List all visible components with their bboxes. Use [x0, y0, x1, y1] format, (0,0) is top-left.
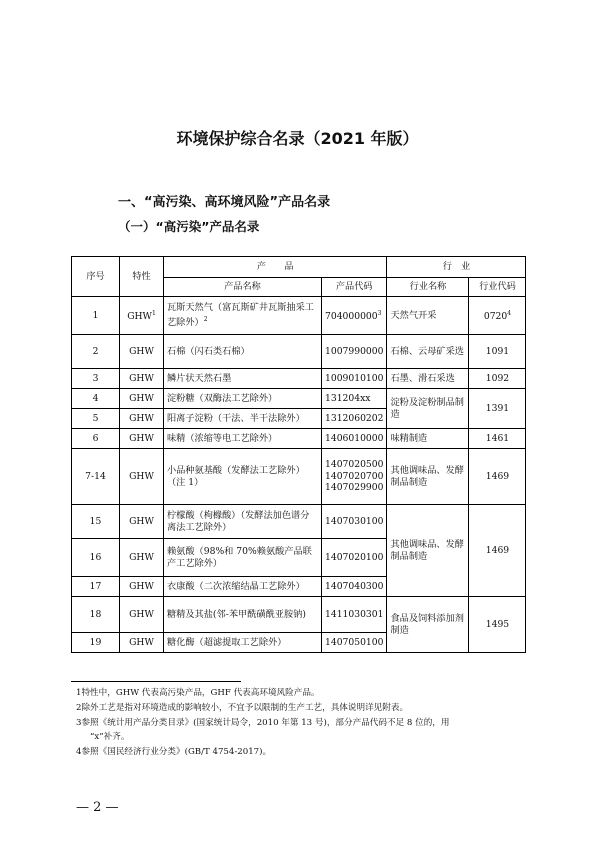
- row-product-name: 柠檬酸（枸橼酸）（发酵法加色谱分离法工艺除外）: [164, 505, 322, 539]
- row-industry-name: 其他调味品、发酵制品制造: [387, 449, 469, 505]
- row-product-code: 1406010000: [322, 429, 387, 449]
- row-product-name: 淀粉糖（双酶法工艺除外）: [164, 389, 322, 409]
- row-industry-code: 1461: [469, 429, 526, 449]
- row-attr: GHW: [120, 335, 164, 369]
- row-product-name: 石棉（闪石类石棉）: [164, 335, 322, 369]
- table-row: [72, 297, 526, 335]
- header-product-name: 产品名称: [164, 278, 322, 297]
- row-product-name: 瓦斯天然气（富瓦斯矿井瓦斯抽采工艺除外）$^2$: [164, 297, 322, 335]
- row-industry-name: 石墨、滑石采选: [387, 369, 469, 389]
- table-row: [72, 389, 526, 409]
- row-product-code: 1407030100: [322, 505, 387, 539]
- page-number: — 2 —: [76, 800, 119, 815]
- row-industry-name: 其他调味品、发酵制品制造: [387, 505, 469, 597]
- row-industry-code: 0720$^4$: [469, 297, 526, 335]
- row-product-name: 糖化酶（超滤提取工艺除外）: [164, 633, 322, 653]
- row-seq: 2: [72, 335, 120, 369]
- row-attr: GHW: [120, 505, 164, 539]
- row-industry-code: 1091: [469, 335, 526, 369]
- row-product-name: 糖精及其盐(邻-苯甲酰磺酰亚胺钠): [164, 597, 322, 633]
- row-attr: GHW: [120, 539, 164, 577]
- product-code-line: 1407020700: [325, 470, 384, 482]
- page-title: 环境保护综合名录（2021 年版）: [176, 129, 419, 148]
- footnote-2: 2除外工艺是指对环境造成的影响较小，不宜予以限制的生产工艺，具体说明详见附表。: [76, 703, 409, 713]
- header-industry-name: 行业名称: [387, 278, 469, 297]
- row-seq: 6: [72, 429, 120, 449]
- header-industry: 行 业: [387, 257, 526, 278]
- table-row: [72, 335, 526, 369]
- row-product-code: 704000000$^3$: [322, 297, 387, 335]
- row-industry-code: 1391: [469, 389, 526, 429]
- row-seq: 4: [72, 389, 120, 409]
- row-product-name: 阳离子淀粉（干法、半干法除外）: [164, 409, 322, 429]
- row-product-name: 味精（浓缩等电工艺除外）: [164, 429, 322, 449]
- row-seq: 1: [72, 297, 120, 335]
- row-product-code: 1407050100: [322, 633, 387, 653]
- row-industry-name: 淀粉及淀粉制品制造: [387, 389, 469, 429]
- footnote-4: 4参照《国民经济行业分类》(GB/T 4754-2017)。: [76, 747, 272, 757]
- row-industry-name: 食品及饲料添加剂制造: [387, 597, 469, 653]
- footnote-3: 3参照《统计用产品分类目录》(国家统计局令，2010 年第 13 号)，部分产品代码不足 8 位的，用: [76, 718, 450, 728]
- row-industry-code: 1469: [469, 449, 526, 505]
- table-row: [72, 505, 526, 539]
- product-table: [71, 256, 526, 653]
- row-product-code: 131204xx: [322, 389, 387, 409]
- row-seq: 16: [72, 539, 120, 577]
- row-product-code: 1407040300: [322, 577, 387, 597]
- row-industry-name: 天然气开采: [387, 297, 469, 335]
- row-seq: 3: [72, 369, 120, 389]
- header-product-code: 产品代码: [322, 278, 387, 297]
- header-industry-code: 行业代码: [469, 278, 526, 297]
- row-industry-code: 1092: [469, 369, 526, 389]
- header-seq: 序号: [72, 257, 120, 297]
- row-attr: GHW: [120, 429, 164, 449]
- row-attr: GHW$^1$: [120, 297, 164, 335]
- row-product-code: 1407020100: [322, 539, 387, 577]
- footnote-1: 1特性中，GHW 代表高污染产品，GHF 代表高环境风险产品。: [76, 688, 320, 698]
- row-attr: GHW: [120, 409, 164, 429]
- row-seq: 19: [72, 633, 120, 653]
- row-attr: GHW: [120, 597, 164, 633]
- row-attr: GHW: [120, 449, 164, 505]
- row-product-name: 小品种氨基酸（发酵法工艺除外）（注 1）: [164, 449, 322, 505]
- section-heading: 一、“高污染、高环境风险”产品名录: [118, 195, 331, 210]
- row-attr: GHW: [120, 389, 164, 409]
- row-product-code: 1312060202: [322, 409, 387, 429]
- row-industry-name: 石棉、云母矿采选: [387, 335, 469, 369]
- table-row: [72, 369, 526, 389]
- row-product-code: 1007990000: [322, 335, 387, 369]
- table-row: [72, 449, 526, 505]
- row-product-code: 1411030301: [322, 597, 387, 633]
- header-attr: 特性: [120, 257, 164, 297]
- row-product-name: 鳞片状天然石墨: [164, 369, 322, 389]
- row-product-code: 1009010100: [322, 369, 387, 389]
- footnote-divider: [71, 681, 241, 682]
- row-seq: 15: [72, 505, 120, 539]
- row-attr: GHW: [120, 577, 164, 597]
- row-attr: GHW: [120, 633, 164, 653]
- footnote-3-continued: “x”补齐。: [90, 732, 130, 742]
- row-seq: 17: [72, 577, 120, 597]
- header-product: 产 品: [164, 257, 387, 278]
- row-industry-name: 味精制造: [387, 429, 469, 449]
- row-product-code: [322, 449, 387, 505]
- row-product-name: 赖氨酸（98%和 70%赖氨酸产品联产工艺除外）: [164, 539, 322, 577]
- product-code-line: 1407020500: [325, 459, 384, 471]
- product-code-line: 1407029900: [325, 482, 384, 494]
- row-industry-code: 1469: [469, 505, 526, 597]
- table-row: [72, 429, 526, 449]
- row-industry-code: 1495: [469, 597, 526, 653]
- row-product-name: 衣康酸（二次浓缩结晶工艺除外）: [164, 577, 322, 597]
- row-seq: 7-14: [72, 449, 120, 505]
- table-row: [72, 597, 526, 633]
- row-seq: 18: [72, 597, 120, 633]
- subsection-heading: （一）“高污染”产品名录: [118, 219, 260, 234]
- row-seq: 5: [72, 409, 120, 429]
- row-attr: GHW: [120, 369, 164, 389]
